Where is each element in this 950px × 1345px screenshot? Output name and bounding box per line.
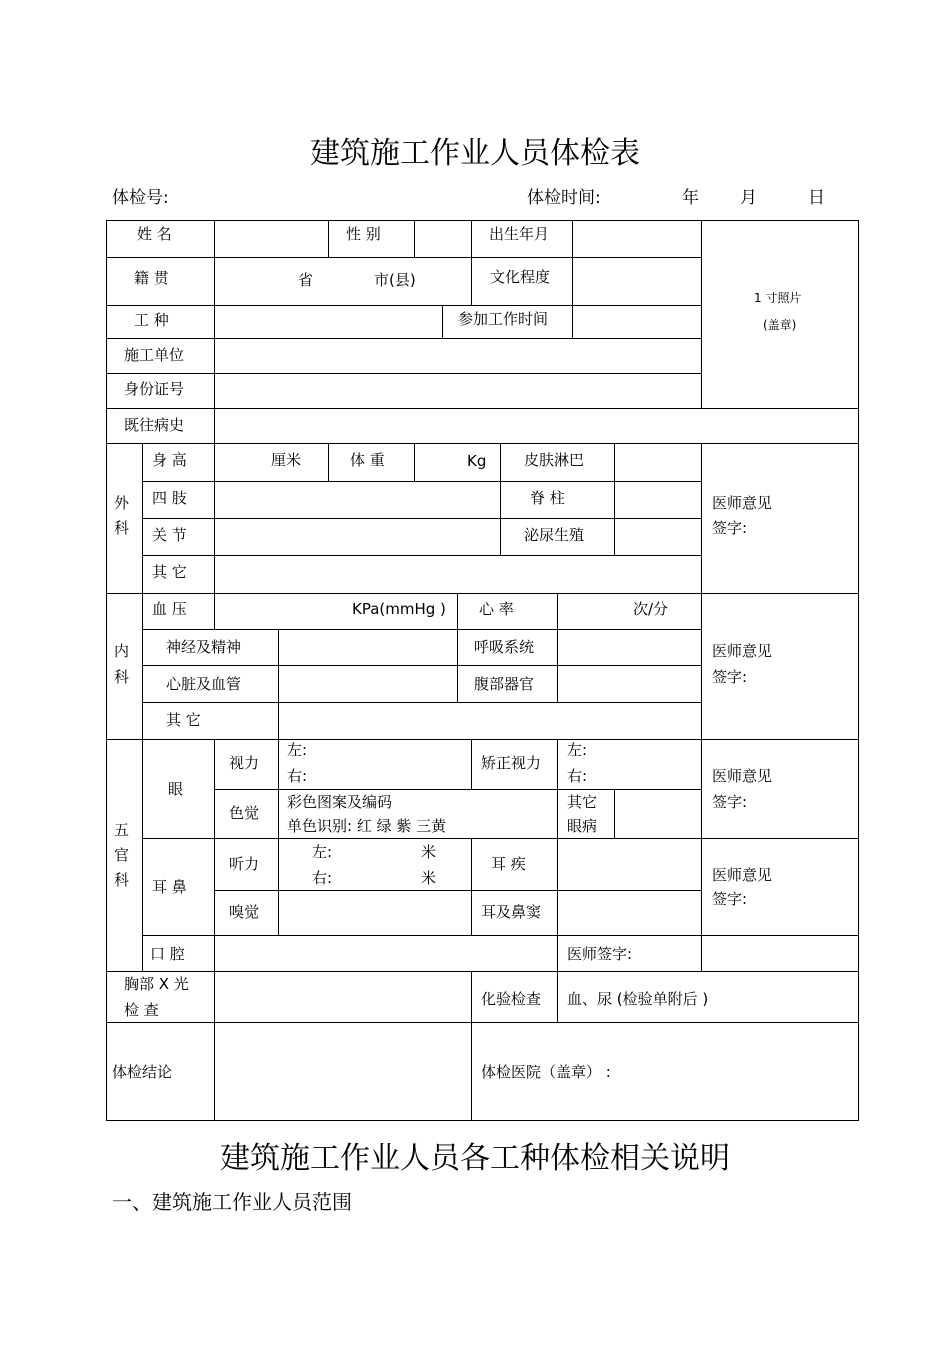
eye-label: 眼	[168, 780, 184, 798]
corrected-vision-label: 矫正视力	[481, 754, 542, 772]
hr-unit: 次/分	[633, 600, 669, 618]
lab-test-note: 血、尿 (检验单附后 )	[567, 990, 709, 1008]
table-rule	[442, 305, 443, 338]
table-rule	[471, 971, 472, 1121]
lab-test-label: 化验检查	[481, 990, 542, 1008]
other-eye-label: 眼病	[567, 817, 598, 835]
table-rule	[142, 935, 859, 936]
table-rule	[106, 373, 702, 374]
chest-xray-label-2: 检 查	[124, 1001, 159, 1019]
month-label: 月	[740, 188, 757, 208]
lymph-label: 皮肤淋巴	[524, 451, 585, 469]
abdomen-label: 腹部器官	[474, 675, 535, 693]
table-rule	[106, 739, 859, 740]
other-eye-label: 其它	[567, 793, 598, 811]
color-vision-line2: 单色识别: 红 绿 紫 三黄	[287, 817, 447, 835]
table-rule	[414, 220, 415, 257]
table-rule	[106, 257, 702, 258]
table-rule	[557, 838, 558, 972]
table-rule	[142, 481, 702, 482]
corrected-left: 左:	[567, 741, 588, 759]
vision-left: 左:	[287, 741, 308, 759]
gender-label: 性 别	[346, 225, 381, 243]
doctor-opinion-label: 医师意见	[712, 642, 773, 660]
table-rule	[214, 443, 215, 593]
hearing-label: 听力	[229, 855, 260, 873]
day-label: 日	[808, 188, 825, 208]
internal-section-char: 科	[114, 668, 130, 686]
table-rule	[557, 789, 558, 838]
joints-label: 关 节	[152, 526, 187, 544]
table-rule	[414, 443, 415, 481]
table-rule	[106, 305, 702, 306]
year-label: 年	[682, 188, 699, 208]
table-rule	[214, 789, 702, 790]
province-label: 省	[298, 271, 314, 289]
table-rule	[328, 443, 329, 481]
nerve-label: 神经及精神	[166, 638, 242, 656]
kg-unit: Kg	[467, 452, 487, 470]
internal-section-char: 内	[114, 642, 130, 660]
table-rule	[214, 593, 215, 629]
height-label: 身 高	[152, 451, 187, 469]
table-rule	[471, 220, 472, 305]
id-number-label: 身份证号	[124, 380, 185, 398]
heart-rate-label: 心 率	[479, 600, 514, 618]
table-rule	[106, 443, 859, 444]
table-rule	[142, 555, 702, 556]
doctor-opinion-label: 医师意见	[712, 494, 773, 512]
resp-label: 呼吸系统	[474, 638, 535, 656]
table-rule	[142, 518, 702, 519]
table-rule	[701, 220, 702, 408]
table-rule	[557, 593, 558, 702]
table-rule	[142, 665, 702, 666]
table-rule	[106, 408, 859, 409]
urogenital-label: 泌尿生殖	[524, 526, 585, 544]
education-label: 文化程度	[490, 268, 551, 286]
table-rule	[328, 220, 329, 257]
table-rule	[142, 702, 702, 703]
color-vision-label: 色觉	[229, 804, 260, 822]
color-vision-line1: 彩色图案及编码	[287, 793, 393, 811]
trade-label: 工 种	[134, 311, 169, 329]
table-rule	[106, 338, 702, 339]
spine-label: 脊 柱	[530, 489, 565, 507]
native-place-label: 籍 贯	[134, 269, 169, 287]
smell-label: 嗅觉	[229, 903, 260, 921]
table-rule	[614, 443, 615, 555]
doctor-sign-label: 签字:	[712, 668, 748, 686]
table-rule	[214, 890, 702, 891]
ear-disease-label: 耳 疾	[491, 855, 526, 873]
hearing-right: 右:	[312, 869, 333, 887]
page-title: 建筑施工作业人员体检表	[310, 136, 640, 171]
table-rule	[214, 971, 215, 1121]
photo-stamp-caption: (盖章)	[763, 318, 797, 332]
ear-nose-label: 耳 鼻	[152, 878, 187, 896]
birth-label: 出生年月	[489, 225, 550, 243]
table-rule	[106, 971, 859, 972]
internal-other-label: 其 它	[166, 711, 201, 729]
mouth-label: 口 腔	[150, 945, 185, 963]
facial-section-char: 官	[114, 846, 130, 864]
table-rule	[500, 443, 501, 555]
surgery-section-char: 科	[114, 519, 130, 537]
hearing-right-unit: 米	[421, 869, 437, 887]
photo-caption: 1 寸照片	[754, 291, 802, 305]
bp-label: 血 压	[152, 600, 187, 618]
doctor-sign-label: 签字:	[712, 519, 748, 537]
table-rule	[278, 739, 279, 935]
mouth-doctor-sign: 医师签字:	[567, 945, 633, 963]
table-rule	[471, 838, 472, 935]
section2-subtitle: 一、建筑施工作业人员范围	[112, 1190, 352, 1214]
table-rule	[106, 593, 859, 594]
doctor-sign-label: 签字:	[712, 890, 748, 908]
limbs-label: 四 肢	[152, 489, 187, 507]
table-rule	[214, 739, 215, 972]
table-rule	[106, 1120, 859, 1121]
facial-section-char: 五	[114, 821, 130, 839]
doctor-sign-label: 签字:	[712, 793, 748, 811]
facial-section-char: 科	[114, 871, 130, 889]
hearing-left: 左:	[312, 843, 333, 861]
corrected-right: 右:	[567, 767, 588, 785]
hospital-label: 体检医院（盖章） :	[481, 1063, 611, 1081]
surgery-other-label: 其 它	[152, 563, 187, 581]
table-rule	[471, 739, 472, 789]
cardio-label: 心脏及血管	[166, 675, 242, 693]
unit-label: 施工单位	[124, 346, 185, 364]
name-label: 姓 名	[137, 225, 172, 243]
surgery-section-char: 外	[114, 494, 130, 512]
exam-no-label: 体检号:	[112, 188, 169, 208]
table-rule	[106, 1022, 859, 1023]
work-start-label: 参加工作时间	[458, 310, 549, 328]
table-rule	[557, 971, 558, 1022]
exam-time-label: 体检时间:	[527, 188, 601, 208]
table-rule	[142, 443, 143, 971]
conclusion-label: 体检结论	[112, 1063, 173, 1081]
table-rule	[142, 629, 702, 630]
vision-label: 视力	[229, 754, 260, 772]
table-rule	[278, 629, 279, 739]
table-rule	[142, 838, 859, 839]
hearing-left-unit: 米	[421, 843, 437, 861]
table-rule	[557, 739, 558, 789]
table-rule	[457, 593, 458, 702]
vision-right: 右:	[287, 767, 308, 785]
city-label: 市(县)	[374, 271, 416, 289]
table-rule	[106, 220, 107, 1121]
section2-title: 建筑施工作业人员各工种体检相关说明	[220, 1141, 730, 1176]
doctor-opinion-label: 医师意见	[712, 767, 773, 785]
table-rule	[572, 220, 573, 338]
weight-label: 体 重	[350, 451, 385, 469]
table-rule	[106, 220, 859, 221]
sinus-label: 耳及鼻窦	[481, 903, 542, 921]
cm-unit: 厘米	[271, 451, 302, 469]
bp-unit: KPa(mmHg )	[352, 600, 446, 618]
history-label: 既往病史	[124, 416, 185, 434]
table-rule	[701, 443, 702, 971]
table-rule	[858, 220, 859, 1121]
table-rule	[614, 789, 615, 838]
table-rule	[214, 220, 215, 444]
doctor-opinion-label: 医师意见	[712, 866, 773, 884]
chest-xray-label: 胸部 X 光	[124, 975, 189, 993]
